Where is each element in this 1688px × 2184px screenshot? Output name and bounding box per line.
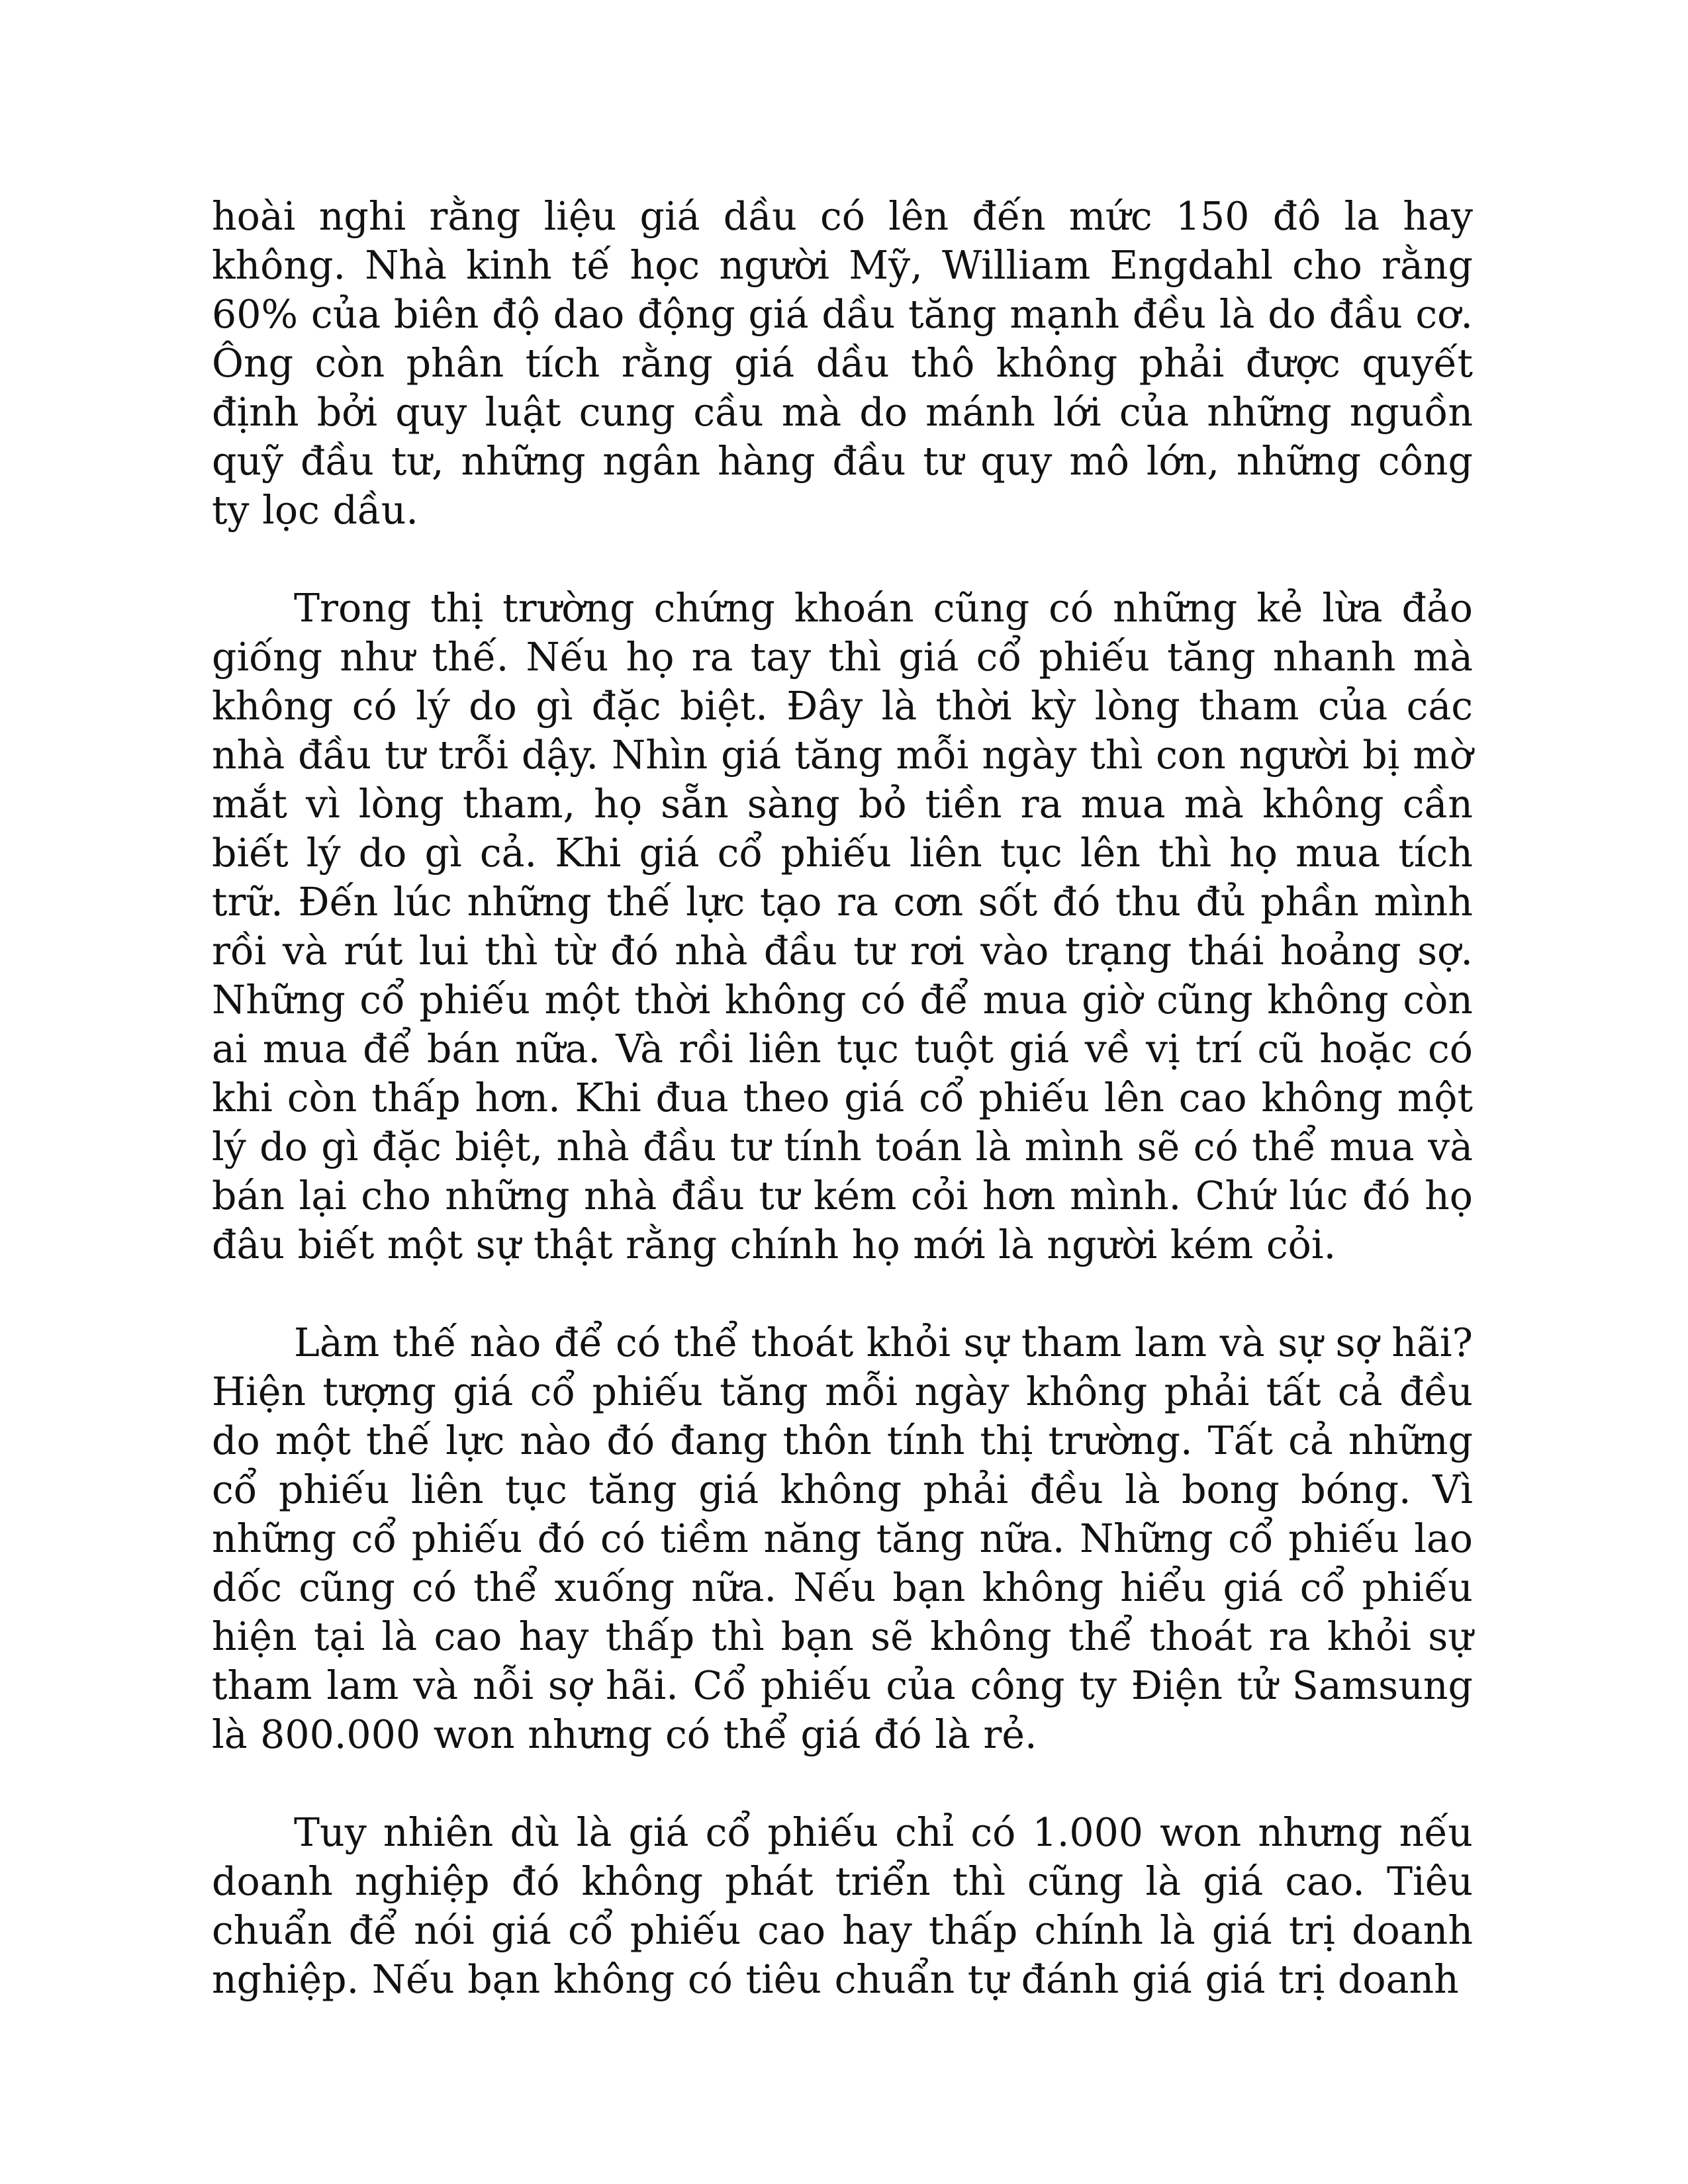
paragraph-4: Tuy nhiên dù là giá cổ phiếu chỉ có 1.000 won nhưng nếu doanh nghiệp đó không phát triển thì cũng là giá cao. Tiêu chuẩn để nói giá cổ phiếu cao hay thấp chính là giá trị doanh nghiệp. Nếu bạn không có tiêu chuẩn tự đánh giá giá trị doanh bbox=[212, 1810, 1473, 2002]
paragraph-3: Làm thế nào để có thể thoát khỏi sự tham lam và sự sợ hãi? Hiện tượng giá cổ phiếu tăng mỗi ngày không phải tất cả đều do một thế lực nào đó đang thôn tính thị trường. Tất cả những cổ phiếu liên tục tăng giá không phải đều là bong bóng. Vì những cổ phiếu đó có tiềm năng tăng nữa. Những cổ phiếu lao dốc cũng có thể xuống nữa. Nếu bạn không hiểu giá cổ phiếu hiện tại là cao hay thấp thì bạn sẽ không thể thoát ra khỏi sự tham lam và nỗi sợ hãi. Cổ phiếu của công ty Điện tử Samsung là 800.000 won nhưng có thể giá đó là rẻ. bbox=[212, 1320, 1473, 1757]
paragraph-1: hoài nghi rằng liệu giá dầu có lên đến mức 150 đô la hay không. Nhà kinh tế học người Mỹ, William Engdahl cho rằng 60% của biên độ dao động giá dầu tăng mạnh đều là do đầu cơ. Ông còn phân tích rằng giá dầu thô không phải được quyết định bởi quy luật cung cầu mà do mánh lới của những nguồn quỹ đầu tư, những ngân hàng đầu tư quy mô lớn, những công ty lọc dầu. bbox=[212, 194, 1473, 533]
page-body bbox=[212, 192, 1473, 2004]
paragraph-2: Trong thị trường chứng khoán cũng có những kẻ lừa đảo giống như thế. Nếu họ ra tay thì giá cổ phiếu tăng nhanh mà không có lý do gì đặc biệt. Đây là thời kỳ lòng tham của các nhà đầu tư trỗi dậy. Nhìn giá tăng mỗi ngày thì con người bị mờ mắt vì lòng tham, họ sẵn sàng bỏ tiền ra mua mà không cần biết lý do gì cả. Khi giá cổ phiếu liên tục lên thì họ mua tích trữ. Đến lúc những thế lực tạo ra cơn sốt đó thu đủ phần mình rồi và rút lui thì từ đó nhà đầu tư rơi vào trạng thái hoảng sợ. Những cổ phiếu một thời không có để mua giờ cũng không còn ai mua để bán nữa. Và rồi liên tục tuột giá về vị trí cũ hoặc có khi còn thấp hơn. Khi đua theo giá cổ phiếu lên cao không một lý do gì đặc biệt, nhà đầu tư tính toán là mình sẽ có thể mua và bán lại cho những nhà đầu tư kém cỏi hơn mình. Chứ lúc đó họ đâu biết một sự thật rằng chính họ mới là người kém cỏi. bbox=[212, 586, 1473, 1267]
